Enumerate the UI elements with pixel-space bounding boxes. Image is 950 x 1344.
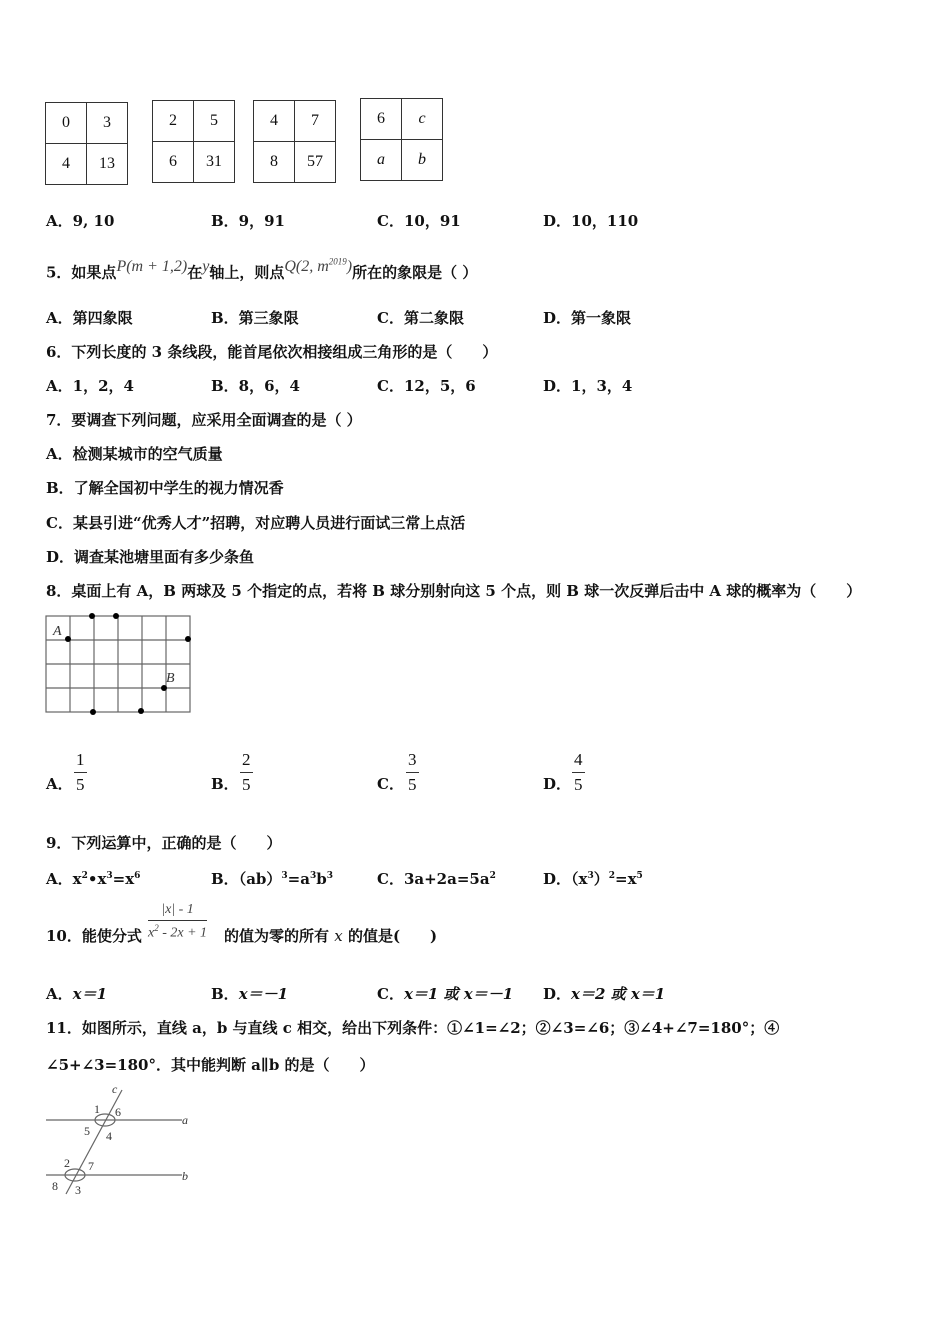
ball-a-label: A [53, 624, 62, 639]
number-grid-2 [152, 100, 235, 183]
q8-stem: 8．桌面上有 A，B 两球及 5 个指定的点，若将 B 球分别射向这 5 个点，则 B 球一次反弹后击中 A 球的概率为（ ） [46, 582, 862, 600]
q4-option-c[interactable]: C．10，91 [377, 212, 461, 230]
q9-option-a[interactable]: A．$x^2•x^3=x^6$ [46, 870, 141, 888]
billiard-grid-figure [42, 608, 198, 720]
q9-option-c[interactable]: C．$3a+2a=5a^2$ [377, 870, 496, 888]
grid-cell: 5 [194, 101, 235, 142]
q10-option-c[interactable]: C．x＝1 或 x＝－1 [377, 985, 514, 1003]
grid-cell: a [361, 140, 402, 181]
q4-option-a[interactable]: A．9, 10 [46, 212, 115, 230]
grid-cell: 3 [87, 103, 128, 144]
grid-cell: 13 [87, 144, 128, 185]
svg-text:8: 8 [52, 1179, 58, 1193]
q5-option-a[interactable]: A．第四象限 [46, 309, 133, 327]
number-grid-3 [253, 100, 336, 183]
q8-option-b-letter[interactable]: B． [211, 775, 239, 793]
q7-stem: 7．要调查下列问题，应采用全面调查的是（ ） [46, 411, 362, 429]
q8-option-a-letter[interactable]: A． [46, 775, 73, 793]
q6-option-d[interactable]: D．1，3，4 [543, 377, 633, 395]
q6-option-c[interactable]: C．12，5，6 [377, 377, 476, 395]
q9-option-b[interactable]: B．$(ab)^3=a^3b^3$ [211, 870, 333, 888]
grid-cell: 6 [153, 142, 194, 183]
grid-cell: 7 [295, 101, 336, 142]
q5-option-c[interactable]: C．第二象限 [377, 309, 464, 327]
svg-text:7: 7 [88, 1159, 94, 1173]
q7-option-a[interactable]: A．检测某城市的空气质量 [46, 445, 223, 463]
number-grid-4 [360, 98, 443, 181]
q8-option-d-letter[interactable]: D． [543, 775, 572, 793]
q10-option-b[interactable]: B．x＝－1 [211, 985, 289, 1003]
target-point [138, 708, 144, 714]
target-point [185, 636, 191, 642]
q5-stem: 5．如果点P(m + 1,2)在y轴上，则点Q(2, $m^{2019}$)所在的象限是（ ） [46, 257, 478, 282]
q6-stem: 6．下列长度的 3 条线段，能首尾依次相接组成三角形的是（ ） [46, 343, 498, 361]
q8-option-a-fraction: $\frac{1}{5}$ [76, 750, 85, 794]
q6-option-a[interactable]: A．1，2，4 [46, 377, 134, 395]
svg-text:a: a [182, 1113, 188, 1127]
q7-option-d[interactable]: D．调查某池塘里面有多少条鱼 [46, 548, 255, 566]
q8-option-b-fraction: $\frac{2}{5}$ [242, 750, 251, 794]
grid-cell: c [402, 99, 443, 140]
svg-text:2: 2 [64, 1156, 70, 1170]
grid-cell: 31 [194, 142, 235, 183]
q10-prefix: 10．能使分式 [46, 927, 142, 945]
target-point [90, 709, 96, 715]
ball-b-label: B [166, 671, 175, 686]
q8-option-d-fraction: $\frac{4}{5}$ [574, 750, 583, 794]
q6-option-b[interactable]: B．8，6，4 [211, 377, 300, 395]
q9-option-d[interactable]: D．$(x^3)^2=x^5$ [543, 870, 643, 888]
parallel-lines-figure [42, 1082, 198, 1198]
grid-cell: 0 [46, 103, 87, 144]
q5-option-b[interactable]: B．第三象限 [211, 309, 299, 327]
grid-cell: 57 [295, 142, 336, 183]
svg-text:1: 1 [94, 1102, 100, 1116]
q4-option-b[interactable]: B．9，91 [211, 212, 285, 230]
svg-text:4: 4 [106, 1129, 112, 1143]
q11-stem-line2: ∠5+∠3=180°．其中能判断 a∥b 的是（ ） [46, 1056, 375, 1074]
grid-cell: 8 [254, 142, 295, 183]
q7-option-c[interactable]: C．某县引进“优秀人才”招聘，对应聘人员进行面试三常上点活 [46, 514, 466, 532]
grid-cell: 4 [46, 144, 87, 185]
q8-option-c-fraction: $\frac{3}{5}$ [408, 750, 417, 794]
grid-cell: b [402, 140, 443, 181]
q7-option-b[interactable]: B．了解全国初中学生的视力情况香 [46, 479, 284, 497]
q10-option-a[interactable]: A．x＝1 [46, 985, 108, 1003]
target-point [89, 613, 95, 619]
q8-option-c-letter[interactable]: C． [377, 775, 404, 793]
svg-text:6: 6 [115, 1105, 121, 1119]
q9-stem: 9．下列运算中，正确的是（ ） [46, 834, 282, 852]
svg-text:3: 3 [75, 1183, 81, 1197]
q5-option-d[interactable]: D．第一象限 [543, 309, 632, 327]
grid-cell: 2 [153, 101, 194, 142]
svg-text:5: 5 [84, 1124, 90, 1138]
q4-option-d[interactable]: D．10，110 [543, 212, 639, 230]
q10-option-d[interactable]: D．x＝2 或 x＝1 [543, 985, 666, 1003]
q11-stem-line1: 11．如图所示，直线 a，b 与直线 c 相交，给出下列条件：①∠1=∠2；②∠3=∠6；③∠4+∠7=180°；④ [46, 1019, 780, 1037]
q10-fraction: $\frac{|x| - 1}{x^2 - 2x + 1}$ [148, 902, 208, 941]
grid-lines [46, 616, 190, 712]
q10-suffix: 的值为零的所有 x 的值是( ) [224, 927, 438, 945]
svg-text:b: b [182, 1169, 188, 1183]
number-grid-1 [45, 102, 128, 185]
grid-cell: 6 [361, 99, 402, 140]
ball-a [65, 636, 71, 642]
target-point [113, 613, 119, 619]
grid-cell: 4 [254, 101, 295, 142]
svg-text:c: c [112, 1082, 118, 1096]
